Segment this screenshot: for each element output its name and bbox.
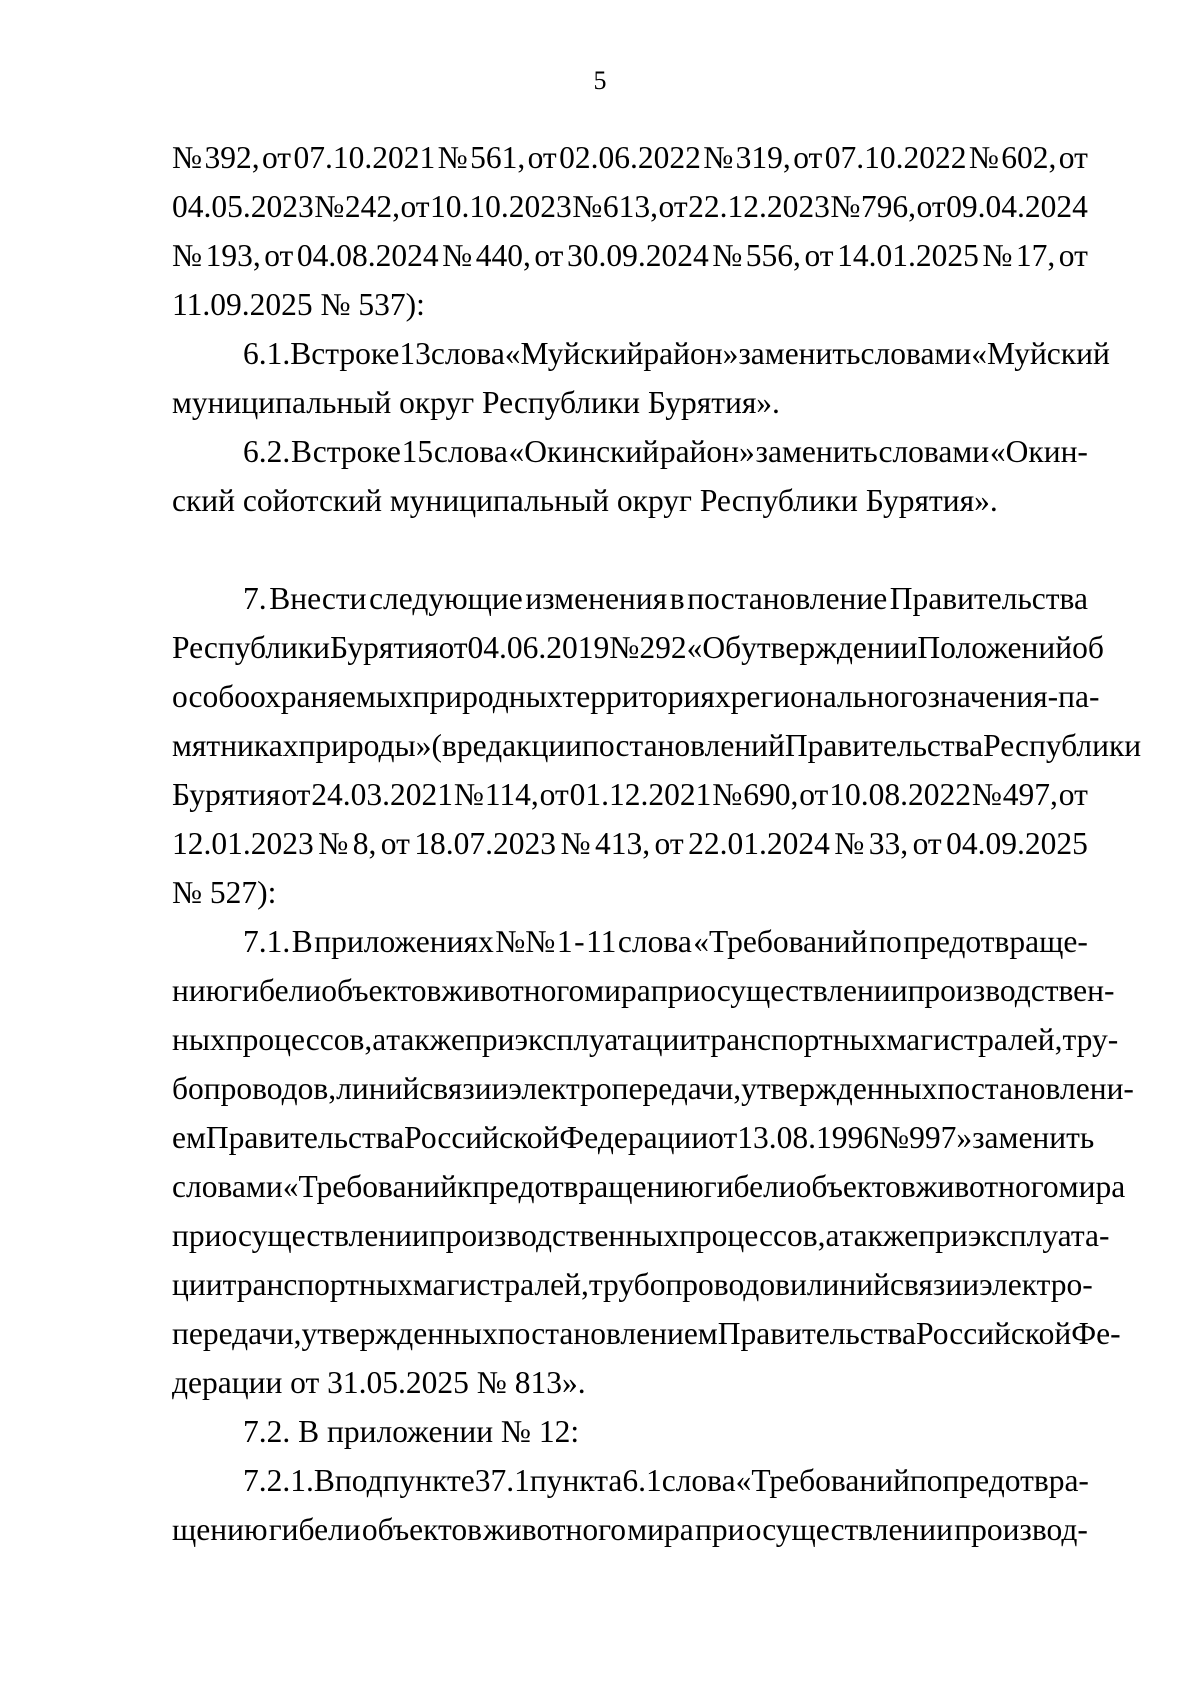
text-line: ных процессов, а также при эксплуатации транспортных магистралей, тру- bbox=[172, 1022, 1119, 1057]
text-line: словами «Требований к предотвращению гибели объектов животного мира bbox=[172, 1169, 1126, 1204]
text-line: 6.2. В строке 15 слова «Окинский район» заменить словами «Окин- bbox=[243, 434, 1088, 469]
page-number: 5 bbox=[593, 66, 607, 95]
text-line: бопроводов, линий связи и электропередачи, утвержденных постановлени- bbox=[172, 1071, 1134, 1106]
text-line: передачи, утвержденных постановлением Правительства Российской Фе- bbox=[172, 1316, 1121, 1351]
text-line: щению гибели объектов животного мира при осуществлении производ- bbox=[172, 1512, 1088, 1547]
document-body bbox=[172, 133, 1142, 1554]
text-line: нию гибели объектов животного мира при осуществлении производствен- bbox=[172, 973, 1115, 1008]
text-line: ский сойотский муниципальный округ Республики Бурятия». bbox=[172, 483, 998, 518]
text-line: 6.1. В строке 13 слова «Муйский район» заменить словами «Муйский bbox=[243, 336, 1110, 371]
text-line: № 193, от 04.08.2024 № 440, от 30.09.2024 № 556, от 14.01.2025 № 17, от bbox=[172, 238, 1088, 273]
text-line: особо охраняемых природных территориях регионального значения - па- bbox=[172, 679, 1100, 714]
text-line: 11.09.2025 № 537): bbox=[172, 287, 425, 322]
text-line: при осуществлении производственных процессов, а также при эксплуата- bbox=[172, 1218, 1110, 1253]
paragraph-spacer bbox=[172, 525, 1088, 574]
text-line: 7.2. В приложении № 12: bbox=[243, 1414, 580, 1449]
text-line: ции транспортных магистралей, трубопроводов и линий связи и электро- bbox=[172, 1267, 1093, 1302]
text-line: 7.2.1. В подпункте 37.1 пункта 6.1 слова «Требований по предотвра- bbox=[243, 1463, 1089, 1498]
text-line: Республики Бурятия от 04.06.2019 № 292 «Об утверждении Положений об bbox=[172, 630, 1104, 665]
text-line: мятниках природы» (в редакции постановлений Правительства Республики bbox=[172, 728, 1142, 763]
text-line: 7.1. В приложениях №№ 1 - 11 слова «Требований по предотвраще- bbox=[243, 924, 1088, 959]
text-line: 04.05.2023 № 242, от 10.10.2023 № 613, от 22.12.2023 № 796, от 09.04.2024 bbox=[172, 189, 1088, 224]
text-line: муниципальный округ Республики Бурятия». bbox=[172, 385, 780, 420]
text-line: дерации от 31.05.2025 № 813». bbox=[172, 1365, 586, 1400]
text-line: ем Правительства Российской Федерации от 13.08.1996 № 997» заменить bbox=[172, 1120, 1095, 1155]
text-line: Бурятия от 24.03.2021 № 114, от 01.12.2021 № 690, от 10.08.2022 № 497, от bbox=[172, 777, 1088, 812]
text-line: № 527): bbox=[172, 875, 277, 910]
text-line: 12.01.2023 № 8, от 18.07.2023 № 413, от 22.01.2024 № 33, от 04.09.2025 bbox=[172, 826, 1088, 861]
text-line: 7. Внести следующие изменения в постановление Правительства bbox=[243, 581, 1088, 616]
text-line: № 392, от 07.10.2021 № 561, от 02.06.2022 № 319, от 07.10.2022 № 602, от bbox=[172, 140, 1088, 175]
